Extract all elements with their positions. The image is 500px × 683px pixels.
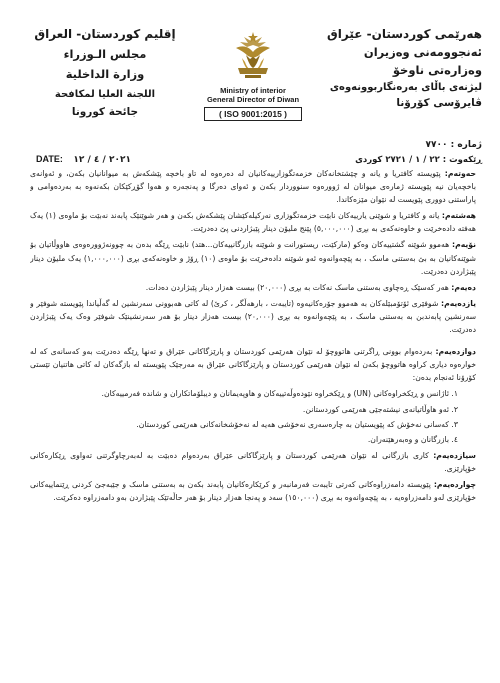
- header-region-arabic: إقليم كوردستان- العراق: [34, 27, 176, 41]
- paragraph-9-text: هەموو شوێنە گشتییەکان وەکو (مارکێت، ریستورانت و شوێنە بازرگانییەکان...هتد) نابێت ڕێگە بدەن بە چوونەژوورەوەی هاووڵاتیان بۆ شوێنەکانیان بە بێ بەستنی ماسک ، بە پێچەوانەوە ئەو شوێنە دادەخرێت بۆ ماوەی (١٠) ڕۆژ و خاوەنەکەی بڕی (١,٠٠٠,٠٠٠) یەک ملیۆن دینار پێبژاردن دەدرێت.: [30, 240, 476, 276]
- paragraph-7: [30, 167, 476, 206]
- header-committee-kurdish: لیژنەی باڵای بەرەنگاربوونەوەی: [329, 82, 482, 93]
- director-name-english: General Director of Diwan: [206, 95, 300, 104]
- ministry-name-english: Ministry of interior: [220, 86, 286, 95]
- document-body: [30, 167, 476, 645]
- header-region-kurdish: هەرێمی کوردستان- عێراق: [327, 27, 482, 41]
- paragraph-12-key: دوازدەیەم:: [435, 347, 476, 357]
- paragraph-9-key: نۆیەم:: [452, 240, 476, 250]
- paragraph-10-text: هەر کەسێک ڕەچاوی بەستنی ماسک نەکات بە بڕی (٢٠,٠٠٠) بیست هەزار دینار پێبژاردن دەدات.: [145, 282, 449, 292]
- header-ministry-kurdish: وەزارەتی ناوخۆ: [392, 63, 482, 77]
- paragraph-13-key: سیازدەیەم:: [433, 450, 476, 460]
- kurdish-header: [322, 27, 482, 109]
- paragraph-14: [30, 478, 476, 504]
- header-council-arabic: مجلس الـوزراء: [63, 47, 147, 61]
- header-corona-arabic: جائحة كورونا: [71, 106, 139, 118]
- date-value: ٢٠٢١ / ٤ / ١٢: [73, 155, 131, 165]
- paragraph-8: [30, 209, 476, 235]
- paragraph-14-key: چواردەیەم:: [433, 479, 476, 489]
- kurdistan-emblem-icon: [228, 28, 278, 84]
- paragraph-10-key: دەیەم:: [451, 282, 476, 292]
- exemption-list: [30, 387, 476, 445]
- paragraph-10: [30, 281, 476, 294]
- document-number: ژمارە : ٧٧٠٠: [425, 140, 482, 150]
- paragraph-9: [30, 238, 476, 277]
- paragraph-12: [30, 345, 476, 384]
- paragraph-14-text: پێویستە دامەزراوەکانی کەرتی تایبەت فەرمانبەر و کرێکارەکانیان پابەند بکەن بە بەستنی ماسک و جێبەجێ کردنی ڕێنماییەکانی خۆپارێزی لەو دامەزراوەیە ، بە پێچەوانەوە بە بڕی (١٥٠,٠٠٠) سەد و پەنجا هەزار دینار بۆ هەر حاڵەتێک پێبژاردن بەو دامەزراوە دەکرێت.: [30, 479, 476, 503]
- paragraph-11-key: یازدەیەم:: [441, 298, 476, 308]
- header-council-kurdish: ئەنجوومەنی وەزیران: [363, 45, 482, 59]
- paragraph-7-key: حەوتەم:: [444, 169, 476, 178]
- paragraph-13-text: کاری بازرگانی لە نێوان هەرێمی کوردستان و پارێزگاکانی عێراق بەردەوام دەبێت بە لەبەرچاوگرتنی تەواوی ڕێکارەکانی خۆپارێزی.: [30, 450, 476, 473]
- paragraph-8-text: یانە و کافتریا و شوێنی یارییەکان نابێت خزمەتگوزاری نەرکیلەکێشان پێشکەش بکەن و هەر شوێنێک پابەند نەبێت بۆ ماوەی (١) یەک هەفتە دادەخرێت و خاوەنەکەی بە بڕی (٥,٠٠٠,٠٠٠) پێنج ملیۆن دینار پێبژاردنی پێ دەدرێت.: [30, 211, 476, 234]
- paragraph-12-text: بەردەوام بوونی ڕاگرتنی هاتووچۆ لە نێوان هەرێمی کوردستان و پارێزگاکانی عێراق و تەنها ڕێگە دەدرێت بەو کەسانەی کە لە خوارەوە دیاری کراوە هاتووچۆ بکەن لە نێوان هەرێمی کوردستان و پارێزگاکانی عێراق بە مەرجێک پێویستە لە بازگەکان لە کاتی هاتنیان تێستی کۆرۆنا ئەنجام بدەن:: [30, 347, 476, 383]
- reference-block: [282, 140, 482, 165]
- paragraph-8-key: هەشتەم:: [441, 211, 476, 221]
- list-item: ٢. ئەو هاوڵاتیانەی نیشتەجێی هەرێمی کوردستانن.: [302, 404, 458, 414]
- list-item: ٣. کەسانی نەخۆش کە پێویستیان بە چارەسەری نەخۆشی هەیە لە نەخۆشخانەکانی هەرێمی کوردستان.: [136, 419, 458, 429]
- paragraph-13: [30, 449, 476, 475]
- date-label: DATE:: [36, 154, 63, 164]
- list-item: ٤. بازرگانان و وەبەرهێنەران.: [367, 434, 458, 444]
- header-ministry-arabic: وزارة الداخلية: [65, 67, 145, 81]
- header-corona-kurdish: ڤایرۆسی کۆرۆنا: [396, 97, 482, 109]
- list-item: ١. ئاژانس و ڕێکخراوەکانی (UN) و ڕێکخراوە نێودەوڵەتییەکان و هاوپەیمانان و دیبلۆماتکاران و شاندە فەرمییەکان.: [101, 389, 458, 399]
- iso-certification-box: ( ISO 9001:2015 ): [204, 107, 302, 121]
- header-committee-arabic: اللجنة العليا لمكافحة: [54, 89, 156, 100]
- arabic-header: [30, 27, 180, 118]
- date-line: [36, 154, 131, 165]
- paragraph-7-text: پێویستە کافتریا و یانە و چێشتخانەکان خزمەتگوزارییەکانیان لە دەرەوە لە تاو باخچە پێشکەش بە میوانانیان بکەن، و ئەوانەی باخچەیان نیە پێویستە ژمارەی میوانان لە ژوورەوە سنووردار بکەن و ئەوای دەرگا و پەنجەرە و هەوا گۆڕکێکان بکەنەوە بە بەردەوامی و پاراستنی دووری پێویست لە نێوان مێزەکاندا.: [30, 169, 476, 205]
- paragraph-11-text: شوفێری ئۆتۆمبێلەکان بە هەموو جۆرەکانیەوە (تایبەت ، بارهەڵگر ، کرێ) لە کاتی هەبوونی سەرنشین لە گەڵیاندا پێویستە شوفێر و سەرنشین پابەندبن بە بەستنی ماسک ، بە پێچەوانەوە بە بڕی (٢٠,٠٠٠) بیست هەزار دینار بۆ هەر سەرنشینێک شوفێر وەک یەک پێبژاردن دەدرێت.: [30, 298, 476, 335]
- paragraph-11: [30, 297, 476, 336]
- kurdish-date: ڕێکەوت : ٢٢ / ١ / ٢٧٢١ کوردی: [355, 155, 482, 165]
- ministry-block: [192, 86, 314, 121]
